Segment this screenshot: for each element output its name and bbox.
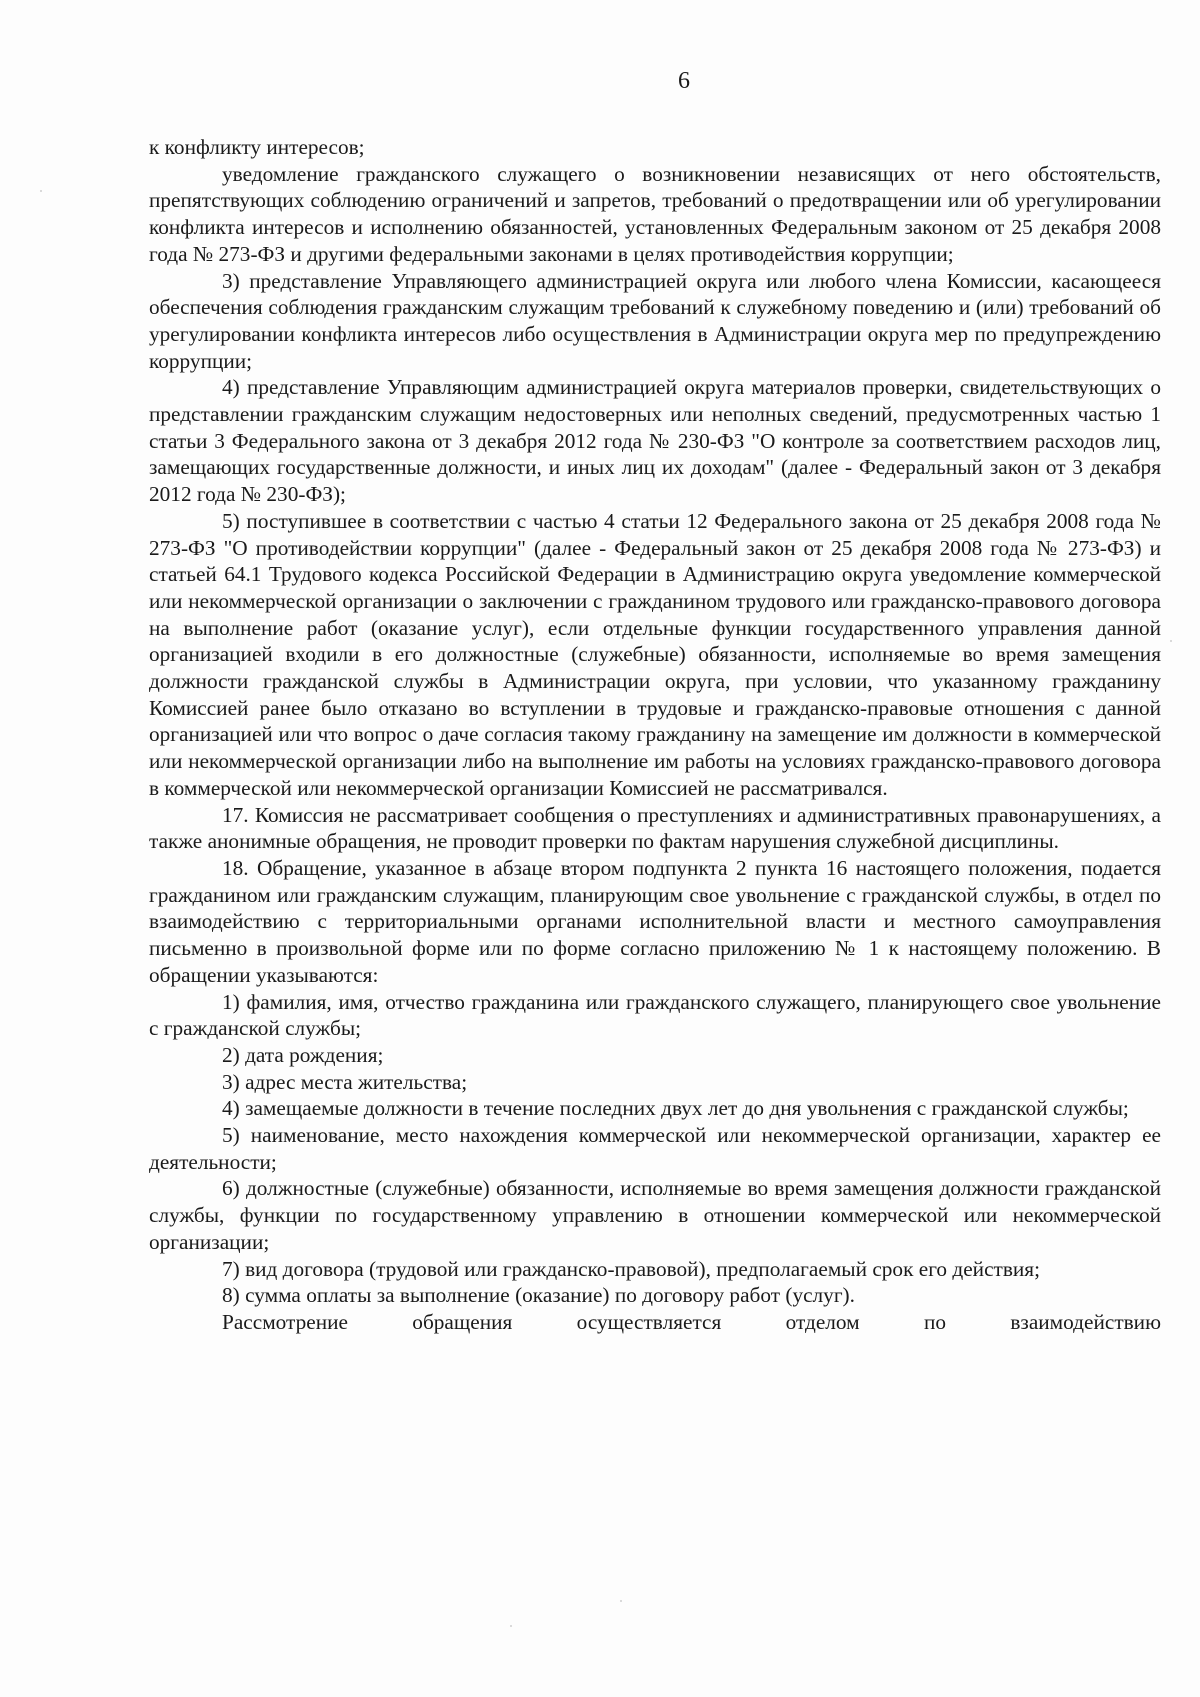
paragraph: 5) наименование, место нахождения коммерческой или некоммерческой организации, характер ее деятельности;	[149, 1123, 1161, 1174]
scan-speck	[510, 1625, 512, 1627]
paragraph: 5) поступившее в соответствии с частью 4 статьи 12 Федерального закона от 25 декабря 2008 года № 273-ФЗ "О противодействии коррупции" (далее - Федеральный закон от 25 декабря 2008 года № 273-ФЗ) и статьей 64.1 Трудового кодекса Российской Федерации в Администрацию округа уведомление коммерческой или некоммерческой организации о заключении с гражданином трудового или гражданско-правового договора на выполнение работ (оказание услуг), если отдельные функции государственного управления данной организацией входили в его должностные (служебные) обязанности, исполняемые во время замещения должности гражданской службы в Администрации округа, при условии, что указанному гражданину Комиссией ранее было отказано во вступлении в трудовые и гражданско-правовые отношения с данной организацией или что вопрос о даче согласия такому гражданину на замещение им должности в коммерческой или некоммерческой организации либо на выполнение им работы на условиях гражданско-правового договора в коммерческой или некоммерческой организации Комиссией не рассматривался.	[149, 508, 1161, 800]
paragraph: 4) замещаемые должности в течение последних двух лет до дня увольнения с гражданской службы;	[222, 1096, 1129, 1121]
paragraph: 17. Комиссия не рассматривает сообщения о преступлениях и административных правонарушениях, а также анонимные обращения, не проводит проверки по фактам нарушения служебной дисциплины.	[149, 802, 1161, 854]
paragraph: 18. Обращение, указанное в абзаце втором подпункта 2 пункта 16 настоящего положения, подается гражданином или гражданским служащим, планирующим свое увольнение с гражданской службы, в отдел по взаимодействию с территориальными органами исполнительной власти и местного самоуправления письменно в произвольной форме или по форме согласно приложению № 1 к настоящему положению. В обращении указываются:	[149, 855, 1161, 987]
paragraph: к конфликту интересов;	[149, 135, 365, 159]
scan-speck	[620, 1600, 622, 1602]
document-body	[149, 134, 1161, 1336]
scan-speck	[1170, 640, 1172, 642]
paragraph: уведомление гражданского служащего о возникновении независящих от него обстоятельств, препятствующих соблюдению ограничений и запретов, требований о предотвращении или об урегулировании конфликта интересов и исполнению обязанностей, установленных Федеральным законом от 25 декабря 2008 года № 273-ФЗ и другими федеральными законами в целях противодействия коррупции;	[149, 161, 1161, 266]
paragraph: 1) фамилия, имя, отчество гражданина или гражданского служащего, планирующего свое увольнение с гражданской службы;	[149, 989, 1161, 1041]
scan-speck	[40, 190, 42, 192]
page-number: 6	[678, 68, 690, 94]
paragraph: Рассмотрение обращения осуществляется отделом по взаимодействию	[222, 1309, 1161, 1334]
paragraph: 6) должностные (служебные) обязанности, исполняемые во время замещения должности гражданской службы, функции по государственному управлению в отношении коммерческой или некоммерческой организации;	[149, 1176, 1161, 1254]
paragraph: 3) представление Управляющего администрацией округа или любого члена Комиссии, касающееся обеспечения соблюдения гражданским служащим требований к служебному поведению и (или) требований об урегулировании конфликта интересов либо осуществления в Администрации округа мер по предупреждению коррупции;	[149, 268, 1161, 373]
paragraph: 4) представление Управляющим администрацией округа материалов проверки, свидетельствующих о представлении гражданским служащим недостоверных или неполных сведений, предусмотренных частью 1 статьи 3 Федерального закона от 3 декабря 2012 года № 230-ФЗ "О контроле за соответствием расходов лиц, замещающих государственные должности, и иных лиц их доходам" (далее - Федеральный закон от 3 декабря 2012 года № 230-ФЗ);	[149, 375, 1161, 507]
paragraph: 2) дата рождения;	[222, 1042, 384, 1067]
paragraph: 7) вид договора (трудовой или гражданско-правовой), предполагаемый срок его действия;	[222, 1256, 1040, 1281]
paragraph: 8) сумма оплаты за выполнение (оказание) по договору работ (услуг).	[222, 1283, 855, 1308]
paragraph: 3) адрес места жительства;	[222, 1069, 468, 1094]
